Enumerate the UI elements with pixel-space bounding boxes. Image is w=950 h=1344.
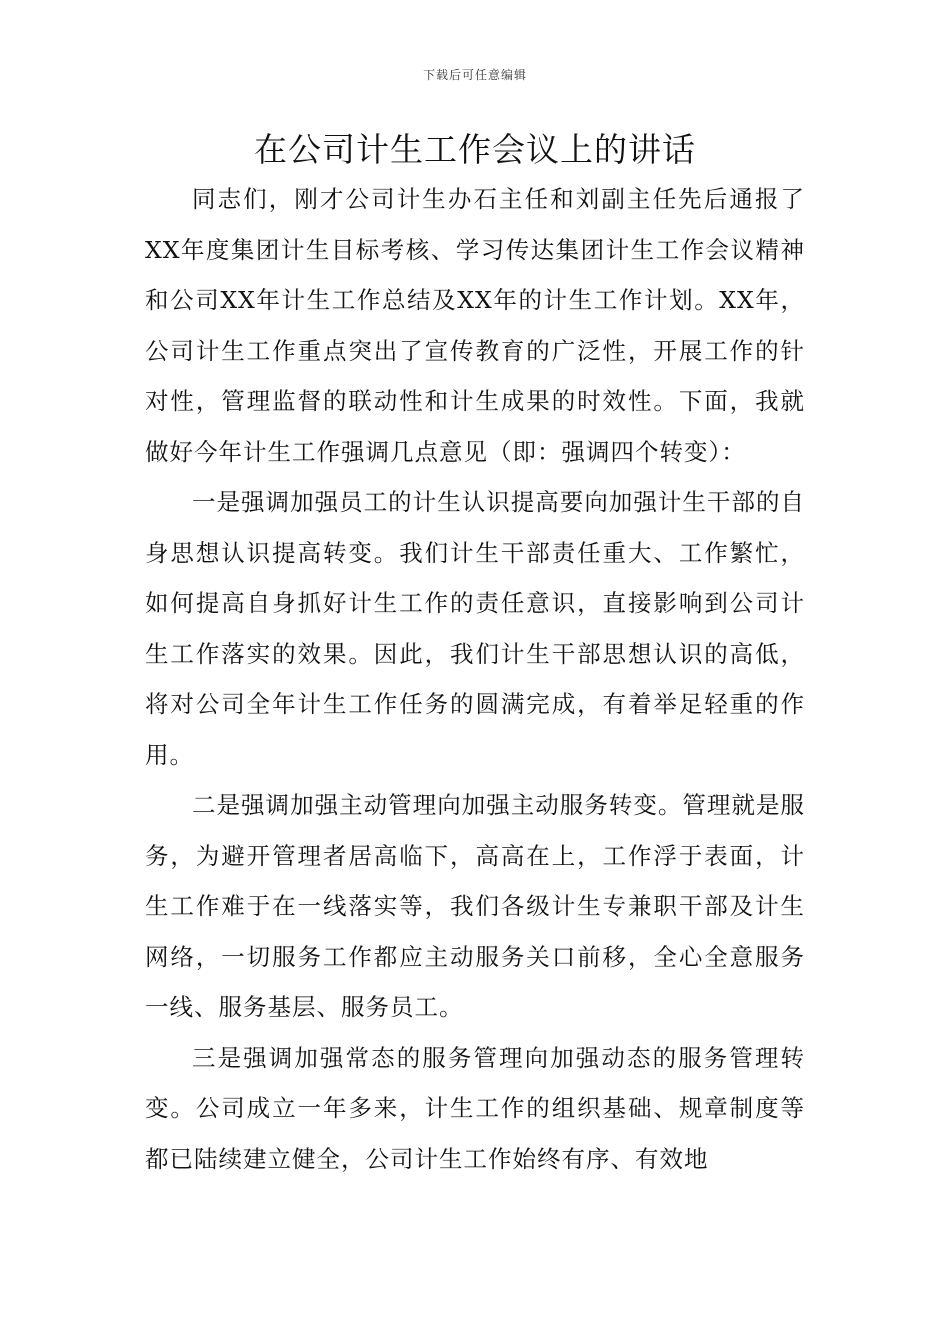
paragraph-1: 同志们，刚才公司计生办石主任和刘副主任先后通报了XX年度集团计生目标考核、学习传达集团计生工作会议精神和公司XX年计生工作总结及XX年的计生工作计划。XX年，公司计生工作重点突出了宣传教育的广泛性，开展工作的针对性，管理监督的联动性和计生成果的时效性。下面，我就做好今年计生工作强调几点意见（即：强调四个转变）： <box>145 185 805 466</box>
paragraph-4: 三是强调加强常态的服务管理向加强动态的服务管理转变。公司成立一年多来，计生工作的组织基础、规章制度等都已陆续建立健全，公司计生工作始终有序、有效地 <box>145 1043 805 1173</box>
page-title: 在公司计生工作会议上的讲话 <box>254 130 696 169</box>
document-body <box>145 174 805 1184</box>
paragraph-2: 一是强调加强员工的计生认识提高要向加强计生干部的自身思想认识提高转变。我们计生干部责任重大、工作繁忙，如何提高自身抓好计生工作的责任意识，直接影响到公司计生工作落实的效果。因此，我们计生干部思想认识的高低，将对公司全年计生工作任务的圆满完成，有着举足轻重的作用。 <box>145 488 805 769</box>
paragraph-3: 二是强调加强主动管理向加强主动服务转变。管理就是服务，为避开管理者居高临下，高高在上，工作浮于表面，计生工作难于在一线落实等，我们各级计生专兼职干部及计生网络，一切服务工作都应主动服务关口前移，全心全意服务一线、服务基层、服务员工。 <box>145 791 805 1021</box>
header-note: 下载后可任意编辑 <box>422 68 527 82</box>
